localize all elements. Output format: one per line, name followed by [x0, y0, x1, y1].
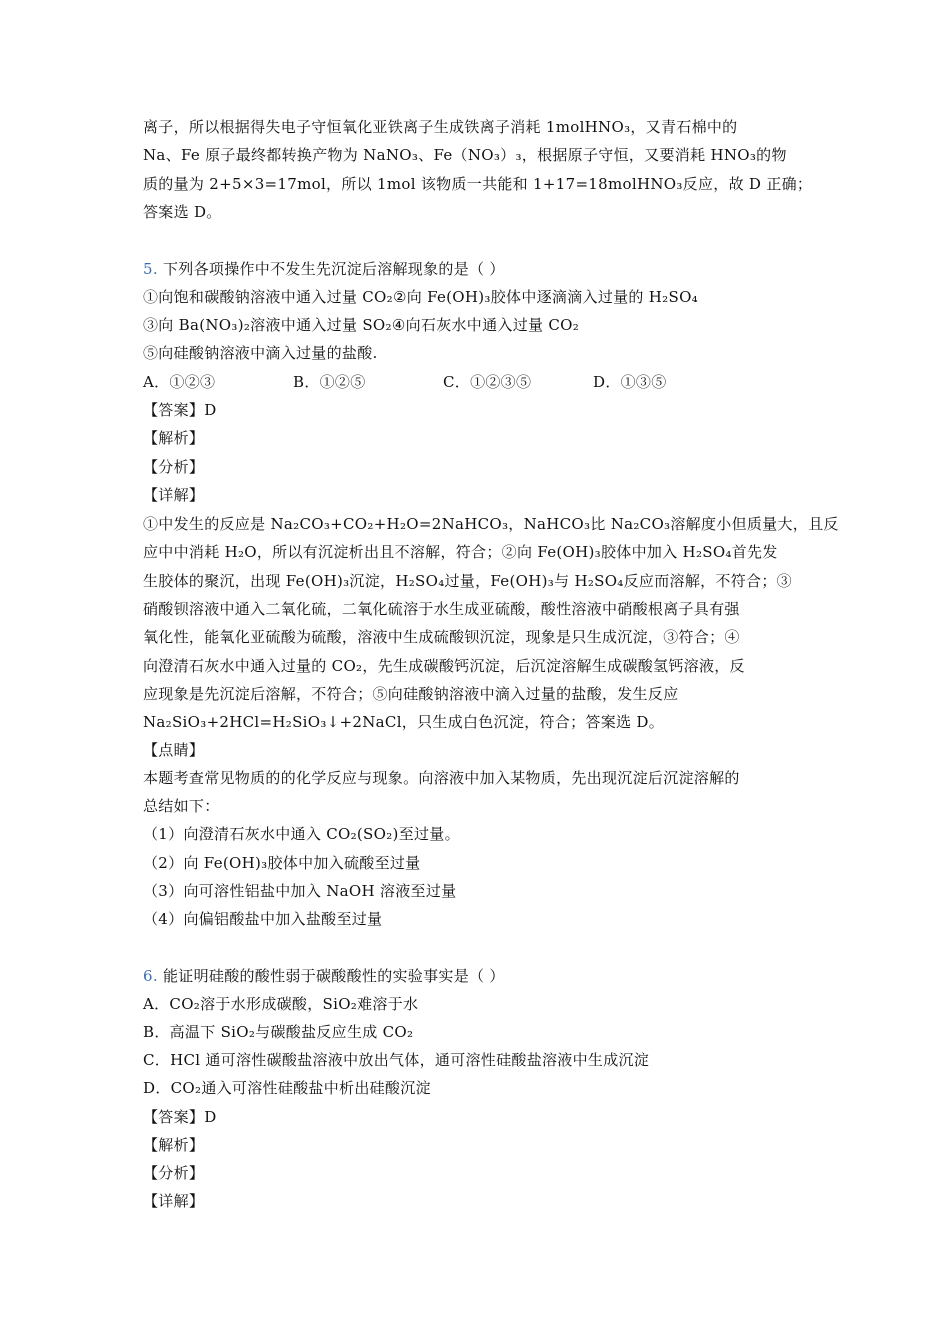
question-5-option-b: B．①②⑤: [293, 373, 366, 391]
question-5-number: 5.: [143, 260, 158, 278]
intro-line-1: 离子，所以根据得失电子守恒氧化亚铁离子生成铁离子消耗 1molHNO₃，又青石棉中的: [143, 118, 738, 136]
question-5-detail-8: Na₂SiO₃+2HCl=H₂SiO₃↓+2NaCl，只生成白色沉淀，符合；答案选 D。: [143, 713, 664, 731]
question-5-xiangjie-label: 【详解】: [143, 486, 205, 504]
question-5-summary-2: 总结如下：: [143, 797, 220, 815]
intro-line-3: 质的量为 2+5×3=17mol，所以 1mol 该物质一共能和 1+17=18molHNO₃反应，故 D 正确；: [143, 175, 813, 193]
question-6-option-c: C．HCl 通可溶性碳酸盐溶液中放出气体，通可溶性硅酸盐溶液中生成沉淀: [143, 1051, 650, 1069]
question-6-fenxi-label: 【分析】: [143, 1164, 205, 1182]
question-5-detail-4: 硝酸钡溶液中通入二氧化硫，二氧化硫溶于水生成亚硫酸，酸性溶液中硝酸根离子具有强: [143, 600, 740, 618]
question-5-option-a: A．①②③: [143, 373, 216, 391]
question-5-summary-1: 本题考查常见物质的的化学反应与现象。向溶液中加入某物质，先出现沉淀后沉淀溶解的: [143, 769, 740, 787]
question-5-summary-6: （4）向偏铝酸盐中加入盐酸至过量: [143, 910, 383, 928]
question-5-dianjing-label: 【点睛】: [143, 741, 205, 759]
question-6-xiangjie-label: 【详解】: [143, 1192, 205, 1210]
question-5-stem: [143, 259, 830, 279]
question-6-option-d: D．CO₂通入可溶性硅酸盐中析出硅酸沉淀: [143, 1079, 431, 1097]
question-6-option-b: B．高温下 SiO₂与碳酸盐反应生成 CO₂: [143, 1023, 414, 1041]
question-5-detail-6: 向澄清石灰水中通入过量的 CO₂，先生成碳酸钙沉淀，后沉淀溶解生成碳酸氢钙溶液，反: [143, 657, 745, 675]
question-5-option-d: D．①③⑤: [593, 373, 667, 391]
question-5-summary-4: （2）向 Fe(OH)₃胶体中加入硫酸至过量: [143, 854, 421, 872]
question-6-jiexi-label: 【解析】: [143, 1136, 205, 1154]
question-6-number: 6.: [143, 967, 158, 985]
intro-line-4: 答案选 D。: [143, 203, 222, 221]
question-5-options: [143, 372, 743, 392]
question-5-detail-3: 生胶体的聚沉，出现 Fe(OH)₃沉淀，H₂SO₄过量，Fe(OH)₃与 H₂SO₄反应而溶解，不符合；③: [143, 572, 792, 590]
question-5-summary-5: （3）向可溶性铝盐中加入 NaOH 溶液至过量: [143, 882, 457, 900]
question-5-fenxi-label: 【分析】: [143, 458, 205, 476]
question-5-item-2: ③向 Ba(NO₃)₂溶液中通入过量 SO₂④向石灰水中通入过量 CO₂: [143, 316, 580, 334]
question-5-detail-2: 应中中消耗 H₂O，所以有沉淀析出且不溶解，符合；②向 Fe(OH)₃胶体中加入 H₂SO₄首先发: [143, 543, 778, 561]
question-5-summary-3: （1）向澄清石灰水中通入 CO₂(SO₂)至过量。: [143, 825, 460, 843]
question-5-answer: 【答案】D: [143, 401, 217, 419]
question-5-detail-7: 应现象是先沉淀后溶解，不符合；⑤向硅酸钠溶液中滴入过量的盐酸，发生反应: [143, 685, 679, 703]
question-5-item-3: ⑤向硅酸钠溶液中滴入过量的盐酸.: [143, 344, 378, 362]
intro-line-2: Na、Fe 原子最终都转换产物为 NaNO₃、Fe（NO₃）₃，根据原子守恒，又要消耗 HNO₃的物: [143, 146, 787, 164]
question-5-detail-5: 氧化性，能氧化亚硫酸为硫酸，溶液中生成硫酸钡沉淀，现象是只生成沉淀，③符合；④: [143, 628, 740, 646]
question-5-text: 下列各项操作中不发生先沉淀后溶解现象的是（ ）: [157, 260, 505, 278]
question-5-detail-1: ①中发生的反应是 Na₂CO₃+CO₂+H₂O=2NaHCO₃，NaHCO₃比 Na₂CO₃溶解度小但质量大，且反: [143, 515, 839, 533]
question-5-option-c: C．①②③⑤: [443, 373, 532, 391]
question-6-answer: 【答案】D: [143, 1108, 217, 1126]
question-5-item-1: ①向饱和碳酸钠溶液中通入过量 CO₂②向 Fe(OH)₃胶体中逐滴滴入过量的 H₂SO₄: [143, 288, 698, 306]
question-5-jiexi-label: 【解析】: [143, 429, 205, 447]
question-6-option-a: A．CO₂溶于水形成碳酸，SiO₂难溶于水: [143, 995, 419, 1013]
question-6-stem: [143, 966, 830, 986]
question-6-text: 能证明硅酸的酸性弱于碳酸酸性的实验事实是（ ）: [157, 967, 505, 985]
